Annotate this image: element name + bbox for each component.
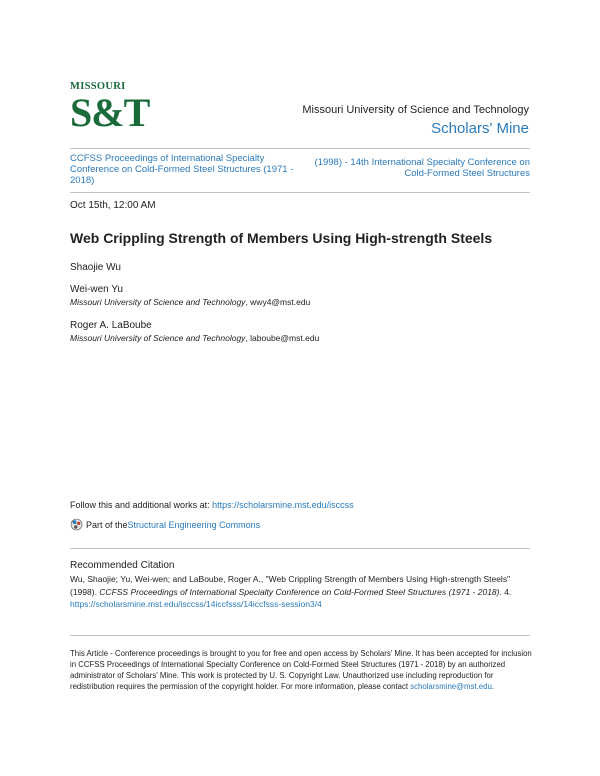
citation-authors: Wu, Shaojie; Yu, Wei-wen; and LaBoube, Roger A., "Web Crippling Strength of Members Using High-strength Steels" (1998). bbox=[70, 574, 511, 597]
affiliation-text: Missouri University of Science and Technology bbox=[70, 297, 246, 307]
citation-text bbox=[70, 573, 532, 611]
follow-prefix: Follow this and additional works at: bbox=[70, 500, 213, 510]
institution-name: Missouri University of Science and Technology bbox=[302, 104, 529, 116]
divider bbox=[70, 635, 530, 636]
commons-link[interactable]: Structural Engineering Commons bbox=[127, 519, 261, 530]
collection-right bbox=[290, 157, 530, 179]
notice-end: . bbox=[491, 682, 494, 691]
affiliation-text: Missouri University of Science and Technology bbox=[70, 333, 246, 343]
follow-line bbox=[70, 500, 354, 510]
logo-top-text: MISSOURI bbox=[70, 81, 126, 92]
author-email: , laboube@mst.edu bbox=[245, 333, 320, 343]
copyright-notice bbox=[70, 648, 532, 692]
author-name: Roger A. LaBoube bbox=[70, 320, 152, 331]
author-name: Wei-wen Yu bbox=[70, 284, 123, 295]
publication-date: Oct 15th, 12:00 AM bbox=[70, 200, 156, 211]
part-of-line bbox=[70, 518, 260, 531]
contact-email-link[interactable]: scholarsmine@mst.edu bbox=[410, 682, 492, 691]
collection-left-link[interactable]: CCFSS Proceedings of International Specialty Conference on Cold-Formed Steel Structures (1971 - 2018) bbox=[70, 153, 294, 186]
notice-text: This Article - Conference proceedings is brought to you for free and open access by Scholars' Mine. It has been accepted for inclusion in CCFSS Proceedings of International Specialty Conference on Cold-Formed Steel Structures (1971 - 2018) by an authorized administrator of Scholars' Mine. This work is protected by U. S. Copyright Law. Unauthorized use including reproduction for redistribution requires the permission of the copyright holder. For more information, please contact bbox=[70, 649, 532, 691]
part-of-prefix: Part of the bbox=[86, 519, 128, 530]
university-logo[interactable] bbox=[70, 81, 150, 135]
divider bbox=[70, 192, 530, 193]
citation-heading: Recommended Citation bbox=[70, 560, 175, 571]
citation-url[interactable]: https://scholarsmine.mst.edu/isccss/14iccfsss/14iccfsss-session3/4 bbox=[70, 599, 322, 609]
divider bbox=[70, 148, 530, 149]
paper-title: Web Crippling Strength of Members Using High-strength Steels bbox=[70, 230, 493, 246]
repository-link[interactable]: Scholars' Mine bbox=[431, 120, 529, 137]
repository-name bbox=[431, 120, 529, 137]
collection-right-link[interactable]: (1998) - 14th International Specialty Conference on Cold-Formed Steel Structures bbox=[314, 157, 530, 179]
author-name: Shaojie Wu bbox=[70, 262, 121, 273]
citation-number: . 4. bbox=[499, 586, 512, 597]
collection-left bbox=[70, 153, 295, 186]
commons-network-icon bbox=[70, 518, 83, 531]
logo-main-text: S&T bbox=[70, 90, 150, 135]
divider bbox=[70, 548, 530, 549]
author-email: , wwy4@mst.edu bbox=[245, 297, 311, 307]
follow-link[interactable]: https://scholarsmine.mst.edu/isccss bbox=[212, 500, 354, 510]
author-affiliation bbox=[70, 333, 319, 343]
author-affiliation bbox=[70, 297, 310, 307]
citation-venue: CCFSS Proceedings of International Specialty Conference on Cold-Formed Steel Structures (1971 - 2018) bbox=[99, 586, 500, 597]
